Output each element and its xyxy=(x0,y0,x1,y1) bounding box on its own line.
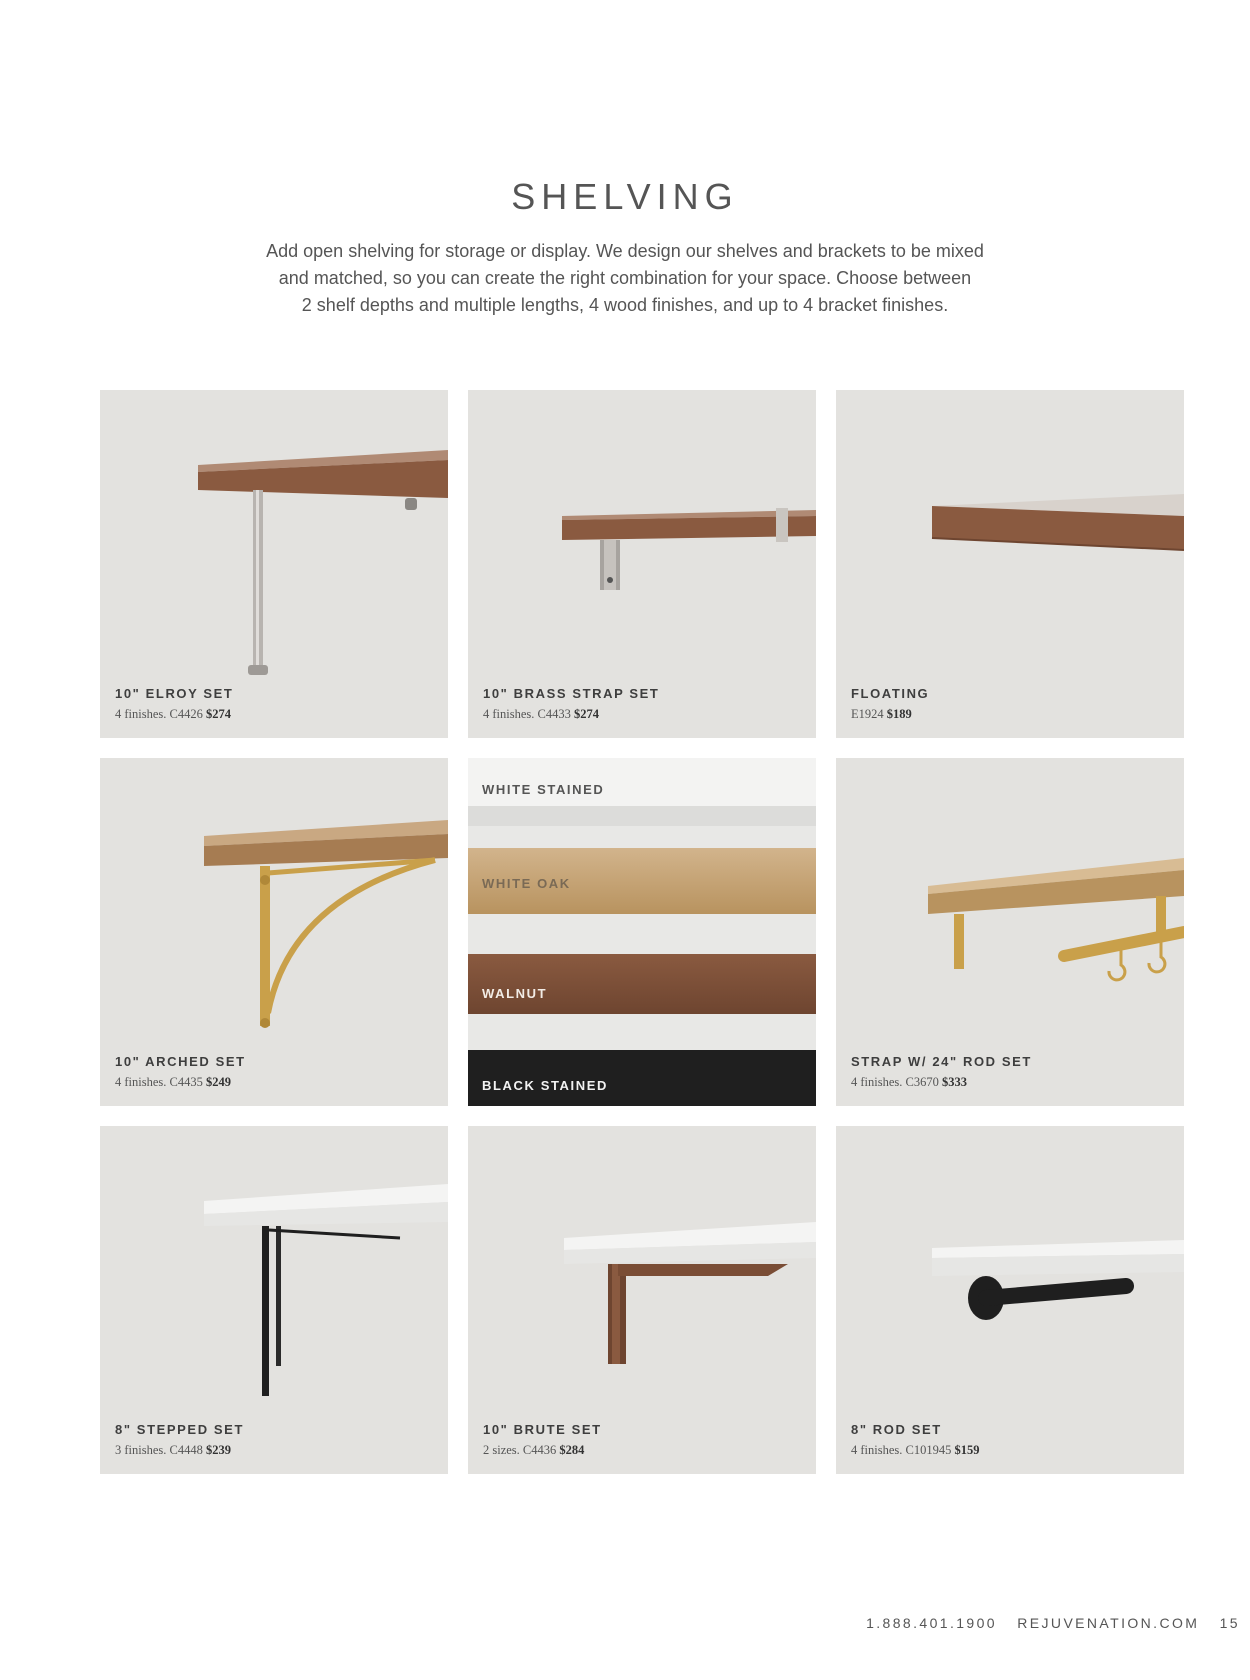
product-card-brute[interactable] xyxy=(468,1126,816,1474)
product-name: 10" BRASS STRAP SET xyxy=(483,686,660,701)
finish-label: WHITE STAINED xyxy=(482,782,605,797)
product-caption xyxy=(851,1054,1032,1090)
footer-phone: 1.888.401.1900 xyxy=(866,1615,997,1631)
product-caption xyxy=(115,686,233,722)
footer-website[interactable]: REJUVENATION.COM xyxy=(1017,1615,1200,1631)
product-caption xyxy=(115,1422,244,1458)
walnut-band xyxy=(468,954,816,1014)
product-price: $239 xyxy=(205,1443,231,1457)
product-name: 8" ROD SET xyxy=(851,1422,942,1437)
page-number: 15 xyxy=(1219,1615,1240,1631)
product-price: $159 xyxy=(954,1443,980,1457)
product-caption xyxy=(851,1422,979,1458)
product-card-rod[interactable] xyxy=(836,1126,1184,1474)
product-name: FLOATING xyxy=(851,686,930,701)
page-title: SHELVING xyxy=(511,176,739,217)
product-name: 10" ARCHED SET xyxy=(115,1054,246,1069)
intro-paragraph xyxy=(225,238,1025,319)
product-name: 10" BRUTE SET xyxy=(483,1422,602,1437)
finish-label: BLACK STAINED xyxy=(482,1078,608,1093)
product-details: E1924 xyxy=(851,707,884,721)
product-card-brass-strap[interactable] xyxy=(468,390,816,738)
product-name: STRAP W/ 24" ROD SET xyxy=(851,1054,1032,1069)
product-price: $249 xyxy=(205,1075,231,1089)
product-caption xyxy=(483,1422,602,1458)
product-caption xyxy=(115,1054,246,1090)
product-name: 8" STEPPED SET xyxy=(115,1422,244,1437)
product-details: 4 finishes. C4435 xyxy=(115,1075,203,1089)
product-price: $274 xyxy=(205,707,231,721)
product-price: $274 xyxy=(573,707,599,721)
product-caption xyxy=(851,686,929,722)
product-details: 3 finishes. C4448 xyxy=(115,1443,203,1457)
product-card-arched[interactable] xyxy=(100,758,448,1106)
product-details: 2 sizes. C4436 xyxy=(483,1443,557,1457)
product-details: 4 finishes. C4426 xyxy=(115,707,203,721)
product-details: 4 finishes. C4433 xyxy=(483,707,571,721)
product-price: $333 xyxy=(941,1075,967,1089)
product-card-strap-rod[interactable] xyxy=(836,758,1184,1106)
product-details: 4 finishes. C101945 xyxy=(851,1443,952,1457)
wood-finishes-swatch xyxy=(468,758,816,1106)
intro-line: and matched, so you can create the right combination for your space. Choose between xyxy=(278,268,972,288)
product-card-elroy[interactable] xyxy=(100,390,448,738)
intro-line: Add open shelving for storage or display. We design our shelves and brackets to be mixed xyxy=(266,241,984,261)
intro-line: 2 shelf depths and multiple lengths, 4 wood finishes, and up to 4 bracket finishes. xyxy=(301,295,949,315)
product-price: $189 xyxy=(886,707,912,721)
finish-label: WHITE OAK xyxy=(482,876,571,891)
product-caption xyxy=(483,686,659,722)
product-name: 10" ELROY SET xyxy=(115,686,234,701)
product-details: 4 finishes. C3670 xyxy=(851,1075,939,1089)
finish-label: WALNUT xyxy=(482,986,548,1001)
page-footer xyxy=(852,1615,1240,1631)
product-card-floating[interactable] xyxy=(836,390,1184,738)
product-price: $284 xyxy=(559,1443,585,1457)
product-card-stepped[interactable] xyxy=(100,1126,448,1474)
